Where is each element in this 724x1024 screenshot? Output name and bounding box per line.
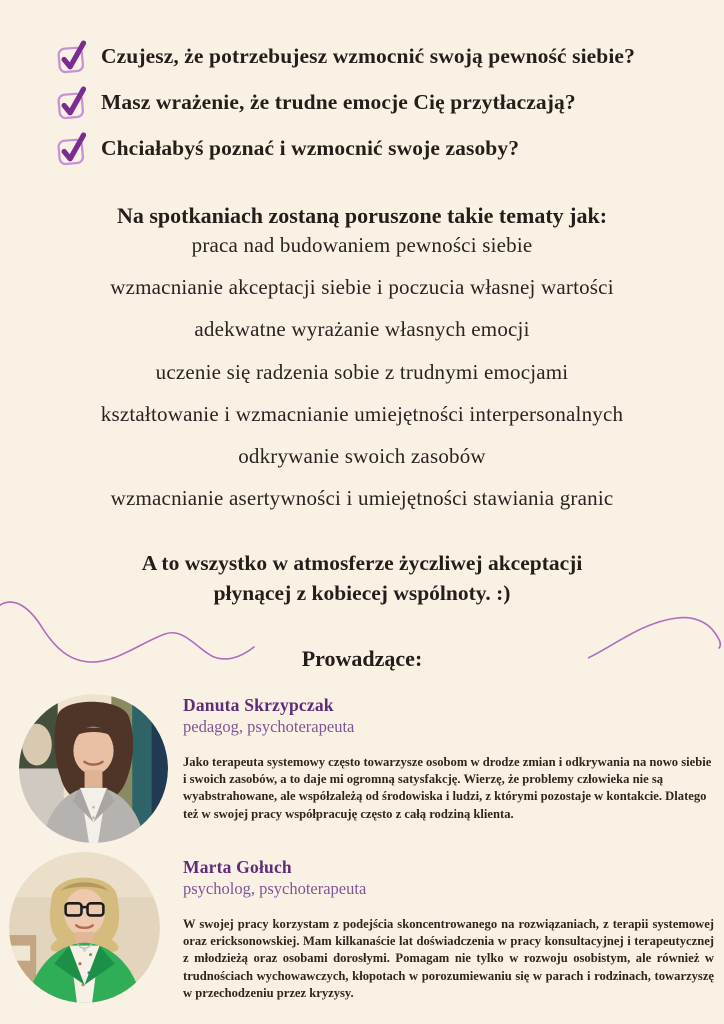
- topic-item: uczenie się radzenia sobie z trudnymi emocjami: [155, 359, 569, 384]
- presenter-photo-marta: [9, 852, 160, 1003]
- presenter-bio: W swojej pracy korzystam z podejścia skoncentrowanego na rozwiązaniach, z terapii systemowej oraz ericksonowskiej. Mam kilkanaście lat doświadczenia w pracy konsultacyjnej i terapeutycznej z młodzieżą oraz osobami dorosłymi. Pomagam nie tylko w rozwoju osobistym, ale również w trudnościach wychowawczych, kłopotach w porozumiewaniu się w parach i rodzinach, towarzyszę w przechodzeniu przez kryzysy.: [183, 917, 714, 1000]
- checklist-item: [52, 84, 702, 120]
- topic-item: adekwatne wyrażanie własnych emocji: [194, 317, 530, 342]
- presenter-name: Danuta Skrzypczak: [183, 695, 334, 715]
- portrait-marta-illustration: [9, 852, 160, 1003]
- checklist: [52, 38, 702, 176]
- topic-item: odkrywanie swoich zasobów: [238, 443, 486, 468]
- topic-item: kształtowanie i wzmacnianie umiejętności interpersonalnych: [100, 401, 624, 426]
- topic-item: wzmacnianie asertywności i umiejętności stawiania granic: [110, 486, 614, 511]
- topic-item: wzmacnianie akceptacji siebie i poczucia własnej wartości: [110, 275, 614, 300]
- presenter-title: psycholog, psychoterapeuta: [183, 879, 367, 898]
- presenter-title: pedagog, psychoterapeuta: [183, 717, 355, 736]
- closing-line-1: A to wszystko w atmosferze życzliwej akceptacji: [141, 551, 583, 575]
- presenters-heading: Prowadzące:: [301, 646, 423, 671]
- closing-line-2: płynącej z kobiecej wspólnoty. :): [213, 581, 511, 605]
- topic-item: praca nad budowaniem pewności siebie: [191, 233, 533, 257]
- topics-heading: Na spotkaniach zostaną poruszone takie tematy jak:: [116, 203, 608, 228]
- presenter-photo-danuta: [19, 694, 168, 843]
- portrait-danuta-illustration: [19, 694, 168, 843]
- checked-checkbox-icon: [52, 83, 90, 121]
- checklist-item-label: Czujesz, że potrzebujesz wzmocnić swoją pewność siebie?: [101, 43, 635, 68]
- topics-list: [0, 224, 724, 519]
- checklist-item-label: Chciałabyś poznać i wzmocnić swoje zasoby?: [101, 135, 520, 160]
- checklist-item: [52, 38, 702, 74]
- checklist-item-label: Masz wrażenie, że trudne emocje Cię przytłaczają?: [101, 89, 576, 114]
- closing-statement: [0, 548, 724, 608]
- presenter-bio: Jako terapeuta systemowy często towarzysze osobom w drodze zmian i odkrywania na nowo siebie i swoich zasobów, a to daje mi ogromną satysfakcję. Wierzę, że problemy człowieka nie są wyabstrahowane, ale współzależą od środowiska i ludzi, z którymi pozostaje w kontakcie. Dlatego też w swojej pracy współpracuję często z całą rodziną klienta.: [183, 755, 712, 821]
- checked-checkbox-icon: [52, 129, 90, 167]
- checklist-item: [52, 130, 702, 166]
- presenter-name: Marta Gołuch: [183, 857, 292, 877]
- checked-checkbox-icon: [52, 37, 90, 75]
